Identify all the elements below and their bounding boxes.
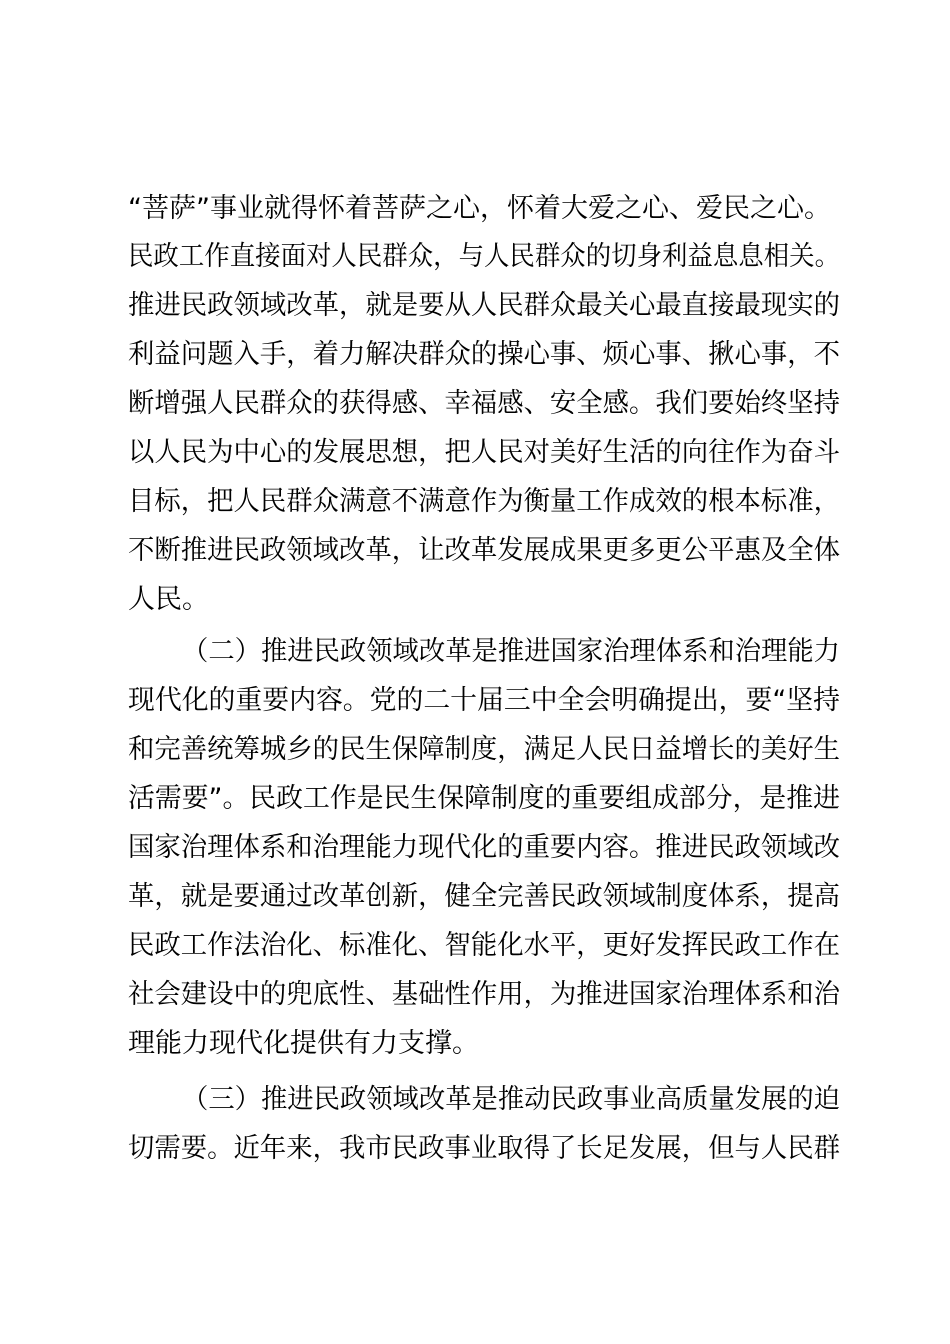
text-line-content: 活需要”。民政工作是民生保障制度的重要组成部分，是推进 — [128, 783, 840, 814]
text-line-content: 目标，把人民群众满意不满意作为衡量工作成效的根本标准， — [128, 486, 841, 517]
text-line-content: 切需要。近年来，我市民政事业取得了长足发展，但与人民群 — [128, 1133, 841, 1164]
text-line-content: 革，就是要通过改革创新，健全完善民政领域制度体系，提高 — [128, 881, 841, 912]
text-line-content: 不断推进民政领域改革，让改革发展成果更多更公平惠及全体 — [128, 535, 841, 566]
text-line-content: 利益问题入手，着力解决群众的操心事、烦心事、揪心事，不 — [128, 339, 841, 370]
text-line — [0, 1129, 950, 1169]
text-line — [0, 1024, 950, 1064]
text-line — [0, 189, 950, 229]
text-line-content: （二）推进民政领域改革是推进国家治理体系和治理能力 — [182, 636, 840, 667]
text-line-content: 民政工作直接面对人民群众，与人民群众的切身利益息息相关。 — [128, 241, 841, 272]
text-line — [0, 482, 950, 522]
text-line-content: （三）推进民政领域改革是推动民政事业高质量发展的迫 — [182, 1084, 840, 1115]
text-line-content: 社会建设中的兜底性、基础性作用，为推进国家治理体系和治 — [128, 979, 841, 1010]
text-line-content: 和完善统筹城乡的民生保障制度，满足人民日益增长的美好生 — [128, 734, 841, 765]
text-line — [0, 384, 950, 424]
text-line-content: 民政工作法治化、标准化、智能化水平，更好发挥民政工作在 — [128, 930, 841, 961]
text-line-content: 人民。 — [128, 584, 209, 615]
text-line-content: 以人民为中心的发展思想，把人民对美好生活的向往作为奋斗 — [128, 437, 841, 468]
text-line — [0, 730, 950, 770]
text-line — [0, 580, 950, 620]
text-line — [0, 286, 950, 326]
text-line — [0, 632, 950, 672]
text-line — [0, 828, 950, 868]
text-line-content: 现代化的重要内容。党的二十届三中全会明确提出，要“坚持 — [128, 685, 840, 716]
text-line — [0, 335, 950, 375]
text-line-content: 理能力现代化提供有力支撑。 — [128, 1028, 479, 1059]
text-line — [0, 975, 950, 1015]
text-line — [0, 237, 950, 277]
text-line — [0, 681, 950, 721]
text-line-content: 推进民政领域改革，就是要从人民群众最关心最直接最现实的 — [128, 290, 841, 321]
text-line — [0, 926, 950, 966]
text-line — [0, 433, 950, 473]
text-line-content: “菩萨”事业就得怀着菩萨之心，怀着大爱之心、爱民之心。 — [128, 193, 831, 224]
text-line-content: 断增强人民群众的获得感、幸福感、安全感。我们要始终坚持 — [128, 388, 841, 419]
text-line — [0, 779, 950, 819]
text-line — [0, 877, 950, 917]
text-line — [0, 531, 950, 571]
text-line-content: 国家治理体系和治理能力现代化的重要内容。推进民政领域改 — [128, 832, 841, 863]
text-line — [0, 1080, 950, 1120]
